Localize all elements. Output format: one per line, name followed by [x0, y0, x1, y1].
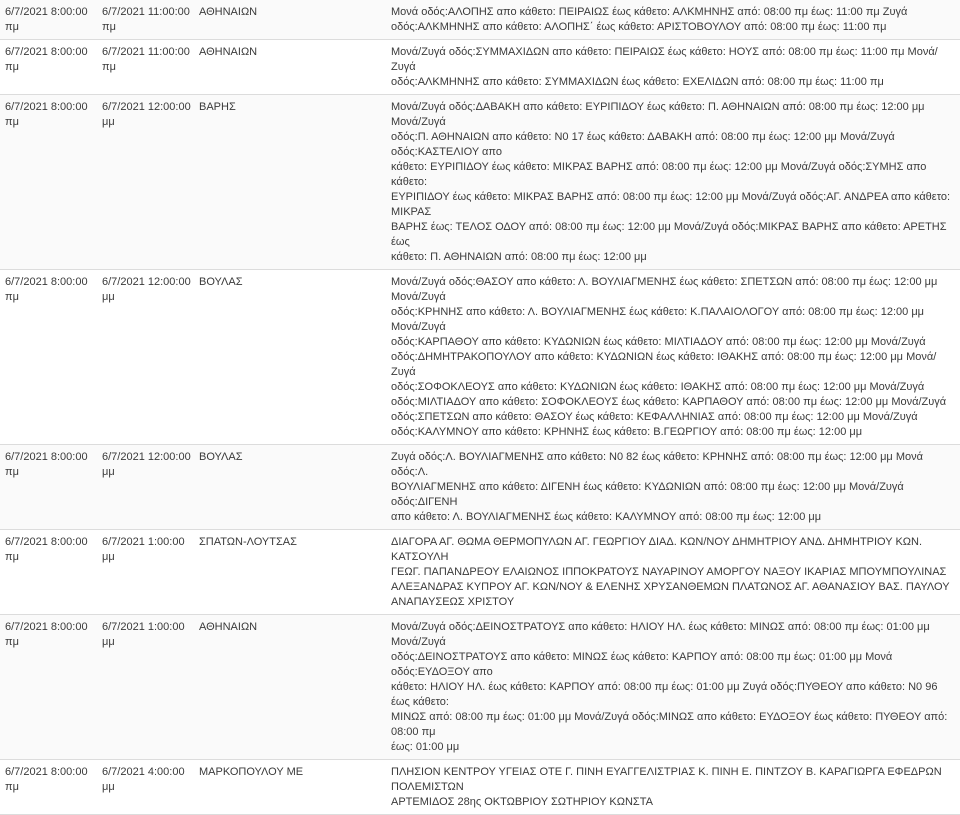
area-cell: ΒΟΥΛΑΣ [199, 445, 391, 530]
description-cell: Μονά/Ζυγά οδός:ΘΑΣΟΥ απο κάθετο: Λ. ΒΟΥΛΙΑΓΜΕΝΗΣ έως κάθετο: ΣΠΕΤΣΩΝ από: 08:00 πμ έως: 12:00 μμ Μονά/Ζυγά οδός:ΚΡΗΝΗΣ απο κάθετο: Λ. ΒΟΥΛΙΑΓΜΕΝΗΣ έως κάθετο: Κ.ΠΑΛΑΙΟΛΟΓΟΥ από: 08:00 πμ έως: 12:00 μμ Μονά/Ζυγά οδός:ΚΑΡΠΑΘΟΥ απο κάθετο: ΚΥΔΩΝΙΩΝ έως κάθετο: ΜΙΛΤΙΑΔΟΥ από: 08:00 πμ έως: 12:00 μμ Μονά/Ζυγά οδός:ΔΗΜΗΤΡΑΚΟΠΟΥΛΟΥ απο κάθετο: ΚΥΔΩΝΙΩΝ έως κάθετο: ΙΘΑΚΗΣ από: 08:00 πμ έως: 12:00 μμ Μονά/Ζυγά οδός:ΣΟΦΟΚΛΕΟΥΣ απο κάθετο: ΚΥΔΩΝΙΩΝ έως κάθετο: ΙΘΑΚΗΣ από: 08:00 πμ έως: 12:00 μμ Μονά/Ζυγά οδός:ΜΙΛΤΙΑΔΟΥ απο κάθετο: ΣΟΦΟΚΛΕΟΥΣ έως κάθετο: ΚΑΡΠΑΘΟΥ από: 08:00 πμ έως: 12:00 μμ Μονά/Ζυγά οδός:ΣΠΕΤΣΩΝ απο κάθετο: ΘΑΣΟΥ έως κάθετο: ΚΕΦΑΛΛΗΝΙΑΣ από: 08:00 πμ έως: 12:00 μμ Μονά/Ζυγά οδός:ΚΑΛΥΜΝΟΥ απο κάθετο: ΚΡΗΝΗΣ έως κάθετο: Β.ΓΕΩΡΓΙΟΥ από: 08:00 πμ έως: 12:00 μμ [391, 270, 960, 445]
area-cell: ΜΑΡΚΟΠΟΥΛΟΥ ΜΕ [199, 760, 391, 815]
area-cell: ΒΟΥΛΑΣ [199, 270, 391, 445]
start-datetime-cell: 6/7/2021 8:00:00 πμ [0, 270, 102, 445]
table-row [0, 270, 960, 445]
table-row [0, 0, 960, 40]
table-row [0, 760, 960, 815]
end-datetime-cell: 6/7/2021 12:00:00 μμ [102, 270, 199, 445]
start-datetime-cell: 6/7/2021 8:00:00 πμ [0, 40, 102, 95]
table-row [0, 615, 960, 760]
description-cell: ΠΛΗΣΙΟΝ ΚΕΝΤΡΟΥ ΥΓΕΙΑΣ ΟΤΕ Γ. ΠΙΝΗ ΕΥΑΓΓΕΛΙΣΤΡΙΑΣ Κ. ΠΙΝΗ Ε. ΠΙΝΤΖΟΥ Β. ΚΑΡΑΓΙΩΡΓΑ ΕΦΕΔΡΩΝ ΠΟΛΕΜΙΣΤΩΝ ΑΡΤΕΜΙΔΟΣ 28ης ΟΚΤΩΒΡΙΟΥ ΣΩΤΗΡΙΟΥ ΚΩΝΣΤΑ [391, 760, 960, 815]
table-row [0, 40, 960, 95]
area-cell: ΑΘΗΝΑΙΩΝ [199, 40, 391, 95]
description-cell: Μονά/Ζυγά οδός:ΔΕΙΝΟΣΤΡΑΤΟΥΣ απο κάθετο: ΗΛΙΟΥ ΗΛ. έως κάθετο: ΜΙΝΩΣ από: 08:00 πμ έως: 01:00 μμ Μονά/Ζυγά οδός:ΔΕΙΝΟΣΤΡΑΤΟΥΣ απο κάθετο: ΜΙΝΩΣ έως κάθετο: ΚΑΡΠΟΥ από: 08:00 πμ έως: 01:00 μμ Μονά οδός:ΕΥΔΟΞΟΥ απο κάθετο: ΗΛΙΟΥ ΗΛ. έως κάθετο: ΚΑΡΠΟΥ από: 08:00 πμ έως: 01:00 μμ Ζυγά οδός:ΠΥΘΕΟΥ απο κάθετο: Ν0 96 έως κάθετο: ΜΙΝΩΣ από: 08:00 πμ έως: 01:00 μμ Μονά/Ζυγά οδός:ΜΙΝΩΣ απο κάθετο: ΕΥΔΟΞΟΥ έως κάθετο: ΠΥΘΕΟΥ από: 08:00 πμ έως: 01:00 μμ [391, 615, 960, 760]
end-datetime-cell: 6/7/2021 4:00:00 μμ [102, 760, 199, 815]
table-row [0, 95, 960, 270]
start-datetime-cell: 6/7/2021 8:00:00 πμ [0, 760, 102, 815]
start-datetime-cell: 6/7/2021 8:00:00 πμ [0, 530, 102, 615]
end-datetime-cell: 6/7/2021 12:00:00 μμ [102, 95, 199, 270]
area-cell: ΑΘΗΝΑΙΩΝ [199, 615, 391, 760]
description-cell: Ζυγά οδός:Λ. ΒΟΥΛΙΑΓΜΕΝΗΣ απο κάθετο: Ν0 82 έως κάθετο: ΚΡΗΝΗΣ από: 08:00 πμ έως: 12:00 μμ Μονά οδός:Λ. ΒΟΥΛΙΑΓΜΕΝΗΣ απο κάθετο: ΔΙΓΕΝΗ έως κάθετο: ΚΥΔΩΝΙΩΝ από: 08:00 πμ έως: 12:00 μμ Μονά/Ζυγά οδός:ΔΙΓΕΝΗ απο κάθετο: Λ. ΒΟΥΛΙΑΓΜΕΝΗΣ έως κάθετο: ΚΑΛΥΜΝΟΥ από: 08:00 πμ έως: 12:00 μμ [391, 445, 960, 530]
description-cell: Μονά/Ζυγά οδός:ΣΥΜΜΑΧΙΔΩΝ απο κάθετο: ΠΕΙΡΑΙΩΣ έως κάθετο: ΗΟΥΣ από: 08:00 πμ έως: 11:00 πμ Μονά/Ζυγά οδός:ΑΛΚΜΗΝΗΣ απο κάθετο: ΣΥΜΜΑΧΙΔΩΝ έως κάθετο: ΕΧΕΛΙΔΩΝ από: 08:00 πμ έως: 11:00 πμ [391, 40, 960, 95]
table-row [0, 530, 960, 615]
end-datetime-cell: 6/7/2021 11:00:00 πμ [102, 0, 199, 40]
area-cell: ΒΑΡΗΣ [199, 95, 391, 270]
area-cell: ΣΠΑΤΩΝ-ΛΟΥΤΣΑΣ [199, 530, 391, 615]
table-row [0, 445, 960, 530]
start-datetime-cell: 6/7/2021 8:00:00 πμ [0, 615, 102, 760]
end-datetime-cell: 6/7/2021 1:00:00 μμ [102, 615, 199, 760]
start-datetime-cell: 6/7/2021 8:00:00 πμ [0, 95, 102, 270]
area-cell: ΑΘΗΝΑΙΩΝ [199, 0, 391, 40]
end-datetime-cell: 6/7/2021 12:00:00 μμ [102, 445, 199, 530]
description-cell: ΔΙΑΓΟΡΑ ΑΓ. ΘΩΜΑ ΘΕΡΜΟΠΥΛΩΝ ΑΓ. ΓΕΩΡΓΙΟΥ ΔΙΑΔ. ΚΩΝ/ΝΟΥ ΔΗΜΗΤΡΙΟΥ ΑΝΔ. ΔΗΜΗΤΡΙΟΥ ΚΩΝ. ΚΑΤΣΟΥΛΗ ΓΕΩΓ. ΠΑΠΑΝΔΡΕΟΥ ΕΛΑΙΩΝΟΣ ΙΠΠΟΚΡΑΤΟΥΣ ΝΑΥΑΡΙΝΟΥ ΑΜΟΡΓΟΥ ΝΑΞΟΥ ΙΚΑΡΙΑΣ ΜΠΟΥΜΠΟΥΛΙΝΑΣ ΑΛΕΞΑΝΔΡΑΣ ΚΥΠΡΟΥ ΑΓ. ΚΩΝ/ΝΟΥ & ΕΛΕΝΗΣ ΧΡΥΣΑΝΘΕΜΩΝ ΠΛΑΤΩΝΟΣ ΑΓ. ΑΘΑΝΑΣΙΟΥ ΒΑΣ. ΠΑΥΛΟΥ ΑΝΑΠΑΥΣΕΩΣ ΧΡΙΣΤΟΥ [391, 530, 960, 615]
description-cell: Μονά/Ζυγά οδός:ΔΑΒΑΚΗ απο κάθετο: ΕΥΡΙΠΙΔΟΥ έως κάθετο: Π. ΑΘΗΝΑΙΩΝ από: 08:00 πμ έως: 12:00 μμ Μονά/Ζυγά οδός:Π. ΑΘΗΝΑΙΩΝ απο κάθετο: Ν0 17 έως κάθετο: ΔΑΒΑΚΗ από: 08:00 πμ έως: 12:00 μμ Μονά/Ζυγά οδός:ΚΑΣΤΕΛΙΟΥ απο κάθετο: ΕΥΡΙΠΙΔΟΥ έως κάθετο: ΜΙΚΡΑΣ ΒΑΡΗΣ από: 08:00 πμ έως: 12:00 μμ Μονά/Ζυγά οδός:ΣΥΜΗΣ απο κάθετο: ΕΥΡΙΠΙΔΟΥ έως κάθετο: ΜΙΚΡΑΣ ΒΑΡΗΣ από: 08:00 πμ έως: 12:00 μμ Μονά/Ζυγά οδός:ΑΓ. ΑΝΔΡΕΑ απο κάθετο: ΜΙΚΡΑΣ ΒΑΡΗΣ έως: ΤΕΛΟΣ ΟΔΟΥ από: 08:00 πμ έως: 12:00 μμ Μονά/Ζυγά οδός:ΜΙΚΡΑΣ ΒΑΡΗΣ απο κάθετο: ΑΡΕΤΗΣ έως κάθετο: Π. ΑΘΗΝΑΙΩΝ από: 08:00 πμ έως: 12:00 μμ [391, 95, 960, 270]
description-cell: Μονά οδός:ΑΛΟΠΗΣ απο κάθετο: ΠΕΙΡΑΙΩΣ έως κάθετο: ΑΛΚΜΗΝΗΣ από: 08:00 πμ έως: 11:00 πμ Ζυγά οδός:ΑΛΚΜΗΝΗΣ απο κάθετο: ΑΛΟΠΗΣ΄ έως κάθετο: ΑΡΙΣΤΟΒΟΥΛΟΥ από: 08:00 πμ έως: 11:00 πμ [391, 0, 960, 40]
end-datetime-cell: 6/7/2021 1:00:00 μμ [102, 530, 199, 615]
start-datetime-cell: 6/7/2021 8:00:00 πμ [0, 445, 102, 530]
end-datetime-cell: 6/7/2021 11:00:00 πμ [102, 40, 199, 95]
start-datetime-cell: 6/7/2021 8:00:00 πμ [0, 0, 102, 40]
